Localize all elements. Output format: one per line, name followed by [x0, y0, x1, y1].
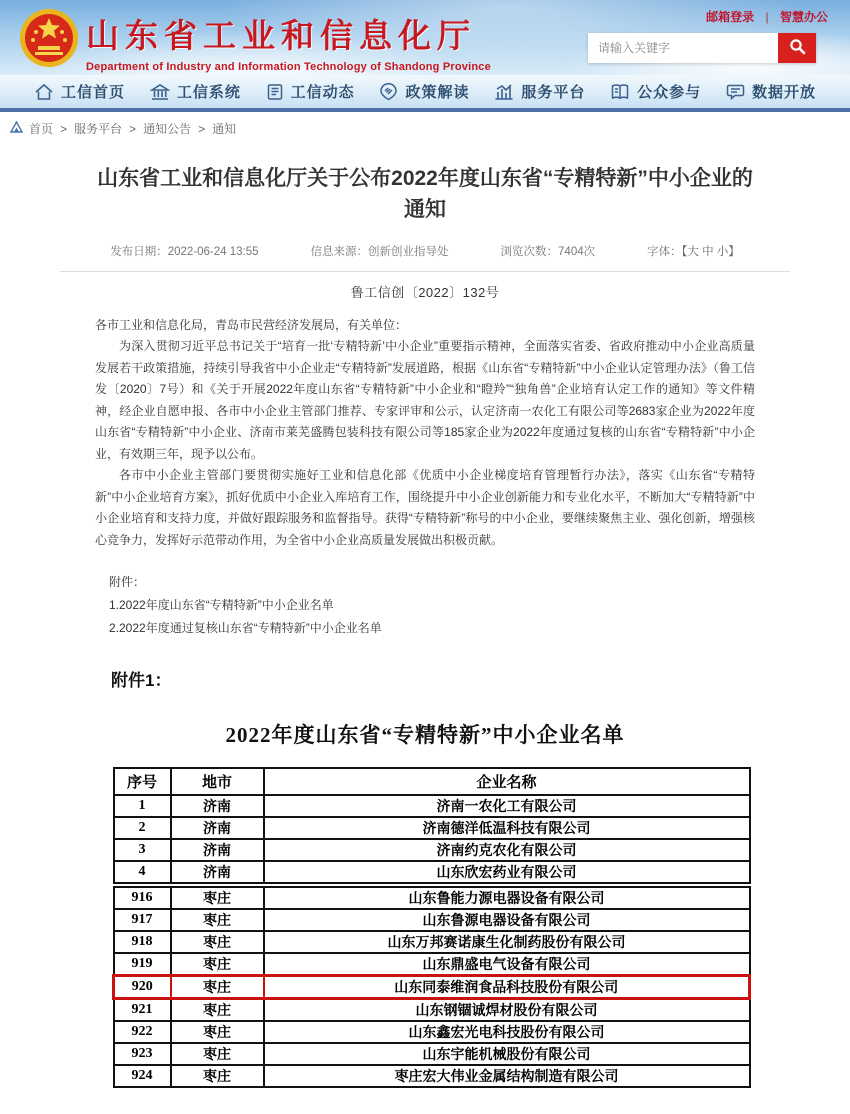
row-company: 山东宇能机械股份有限公司 [264, 1043, 750, 1065]
brand-block [86, 10, 491, 73]
news-icon [266, 83, 284, 101]
row-company: 山东鑫宏光电科技股份有限公司 [264, 1021, 750, 1043]
appendix-1-label: 附件1： [111, 671, 172, 690]
attachments-label: 附件： [109, 575, 146, 589]
row-no: 922 [114, 1021, 171, 1043]
row-company: 山东同泰维润食品科技股份有限公司 [264, 976, 750, 999]
table-row [114, 953, 750, 976]
row-city: 枣庄 [171, 887, 264, 909]
row-no: 2 [114, 817, 171, 839]
search-button[interactable] [778, 33, 816, 63]
row-city: 济南 [171, 861, 264, 883]
row-city: 枣庄 [171, 1065, 264, 1087]
row-city: 枣庄 [171, 1043, 264, 1065]
nav-label: 工信系统 [176, 84, 241, 101]
table-row [114, 909, 750, 931]
publish-date: 发布日期：2022-06-24 13:55 [110, 246, 259, 258]
nav-label: 服务平台 [521, 84, 586, 101]
chat-bubble-icon [726, 83, 745, 101]
row-company: 枣庄宏大伟业金属结构制造有限公司 [264, 1065, 750, 1087]
nav-label: 政策解读 [405, 84, 470, 101]
table-row [114, 931, 750, 953]
nav-item-policy[interactable] [379, 81, 469, 102]
site-banner [0, 0, 850, 75]
row-no: 924 [114, 1065, 171, 1087]
bar-chart-icon [494, 83, 514, 101]
row-city: 济南 [171, 795, 264, 817]
search-icon [789, 38, 806, 58]
body-paragraph-1: 为深入贯彻习近平总书记关于“培育一批‘专精特新’中小企业”重要指示精神，全面落实省委、省政府推动中小企业高质量发展若干政策措施，持续引导我省中小企业走“专精特新”发展道路，根据《山东省“专精特新”中小企业认定管理办法》（鲁工信发〔2020〕7号）和《关于开展2022年度山东省“专精特新”中小企业和“瞪羚”“独角兽”企业培育认定工作的通知》等文件精神，经企业自愿申报、各市中小企业主管部门推荐、专家评审和公示，认定济南一农化工有限公司等2683家企业为2022年度山东省“专精特新”中小企业、济南市莱芜盛腾包装科技有限公司等185家企业为2022年度通过复核的山东省“专精特新”中小企业，有效期三年，现予以公布。 [95, 339, 755, 461]
company-list-title: 2022年度山东省“专精特新”中小企业名单 [225, 723, 625, 747]
row-city: 枣庄 [171, 953, 264, 976]
meta-divider [60, 271, 790, 272]
row-city: 枣庄 [171, 931, 264, 953]
nav-item-open-data[interactable] [726, 81, 816, 102]
row-company: 山东万邦赛诺康生化制药股份有限公司 [264, 931, 750, 953]
article-content [0, 163, 850, 1114]
open-book-icon [610, 83, 630, 101]
nav-item-service[interactable] [494, 81, 585, 102]
row-no: 920 [114, 976, 171, 999]
row-company: 山东欣宏药业有限公司 [264, 861, 750, 883]
row-no: 921 [114, 999, 171, 1022]
bank-icon [150, 83, 170, 101]
page-title: 山东省工业和信息化厅关于公布2022年度山东省“专精特新”中小企业的通知 [97, 167, 753, 221]
nav-item-participation[interactable] [610, 81, 701, 102]
main-nav [0, 75, 850, 108]
row-company: 济南一农化工有限公司 [264, 795, 750, 817]
nav-item-news[interactable] [266, 81, 355, 102]
info-source: 信息来源：创新创业指导处 [310, 246, 449, 258]
row-no: 3 [114, 839, 171, 861]
policy-badge-icon [379, 82, 398, 101]
table-row [114, 817, 750, 839]
top-link-separator: | [765, 10, 769, 24]
attachment-item-2: 2.2022年度通过复核山东省“专精特新”中小企业名单 [109, 621, 382, 635]
col-header-city: 地市 [171, 768, 264, 795]
national-emblem-logo [18, 6, 80, 70]
breadcrumb-item-announcements[interactable]: 通知公告 [143, 122, 192, 136]
table-row [114, 976, 750, 999]
row-no: 918 [114, 931, 171, 953]
site-title: 山东省工业和信息化厅 [86, 19, 476, 55]
row-city: 枣庄 [171, 976, 264, 999]
breadcrumb-item-service[interactable]: 服务平台 [74, 122, 123, 136]
company-table-body [114, 795, 750, 1087]
row-no: 916 [114, 887, 171, 909]
smart-office-link[interactable]: 智慧办公 [779, 10, 828, 24]
row-city: 济南 [171, 839, 264, 861]
attachments-block [95, 571, 755, 640]
home-icon [34, 83, 54, 101]
body-paragraph-2: 各市中小企业主管部门要贯彻实施好工业和信息化部《优质中小企业梯度培育管理暂行办法》，落实《山东省“专精特新”中小企业培育方案》，抓好优质中小企业入库培育工作，围绕提升中小企业创新能力和专业化水平，不断加大“专精特新”中小企业培育和支持力度，并做好跟踪服务和监督指导。获得“专精特新”称号的中小企业，要继续聚焦主业、强化创新，增强核心竞争力，发挥好示范带动作用，为全省中小企业高质量发展做出积极贡献。 [95, 468, 755, 547]
nav-label: 数据开放 [751, 84, 816, 101]
mailbox-login-link[interactable]: 邮箱登录 [706, 10, 755, 24]
nav-label: 工信首页 [61, 84, 126, 101]
row-no: 919 [114, 953, 171, 976]
table-row [114, 999, 750, 1022]
font-size-control: 字体：【大 中 小】 [647, 246, 740, 258]
row-no: 923 [114, 1043, 171, 1065]
row-city: 枣庄 [171, 909, 264, 931]
row-city: 枣庄 [171, 999, 264, 1022]
col-header-company: 企业名称 [264, 768, 750, 795]
row-city: 枣庄 [171, 1021, 264, 1043]
breadcrumb [0, 112, 850, 143]
nav-item-home[interactable] [34, 81, 125, 102]
article-meta [95, 243, 755, 259]
company-table [112, 767, 751, 1088]
breadcrumb-separator: > [198, 121, 206, 136]
search-input[interactable] [588, 33, 778, 63]
table-row [114, 887, 750, 909]
attachment-item-1: 1.2022年度山东省“专精特新”中小企业名单 [109, 598, 334, 612]
table-row [114, 1065, 750, 1087]
view-count: 浏览次数：7404次 [500, 246, 596, 258]
site-subtitle: Department of Industry and Information Technology of Shandong Province [86, 61, 491, 73]
breadcrumb-item-notice[interactable]: 通知 [212, 122, 237, 136]
nav-item-system[interactable] [150, 81, 241, 102]
nav-label: 工信动态 [290, 84, 355, 101]
search-bar [588, 33, 816, 63]
row-company: 山东鲁能力源电器设备有限公司 [264, 887, 750, 909]
breadcrumb-separator: > [60, 121, 68, 136]
row-company: 山东鼎盛电气设备有限公司 [264, 953, 750, 976]
salutation: 各市工业和信息化局，青岛市民营经济发展局，有关单位： [95, 318, 408, 332]
row-company: 山东鲁源电器设备有限公司 [264, 909, 750, 931]
row-company: 济南约克农化有限公司 [264, 839, 750, 861]
row-city: 济南 [171, 817, 264, 839]
table-row [114, 839, 750, 861]
table-row [114, 861, 750, 883]
row-company: 济南德洋低温科技有限公司 [264, 817, 750, 839]
row-company: 山东钢锢诚焊材股份有限公司 [264, 999, 750, 1022]
table-row [114, 1021, 750, 1043]
breadcrumb-item-home[interactable]: 首页 [29, 122, 54, 136]
breadcrumb-home-icon [10, 121, 23, 136]
table-row [114, 1043, 750, 1065]
table-row [114, 795, 750, 817]
row-no: 4 [114, 861, 171, 883]
document-number: 鲁工信创〔2022〕132号 [350, 285, 500, 300]
nav-label: 公众参与 [637, 84, 702, 101]
col-header-serial: 序号 [114, 768, 171, 795]
breadcrumb-separator: > [129, 121, 137, 136]
row-no: 917 [114, 909, 171, 931]
row-no: 1 [114, 795, 171, 817]
table-header-row [114, 768, 750, 795]
font-size-switcher[interactable]: 【大 中 小】 [681, 246, 740, 258]
